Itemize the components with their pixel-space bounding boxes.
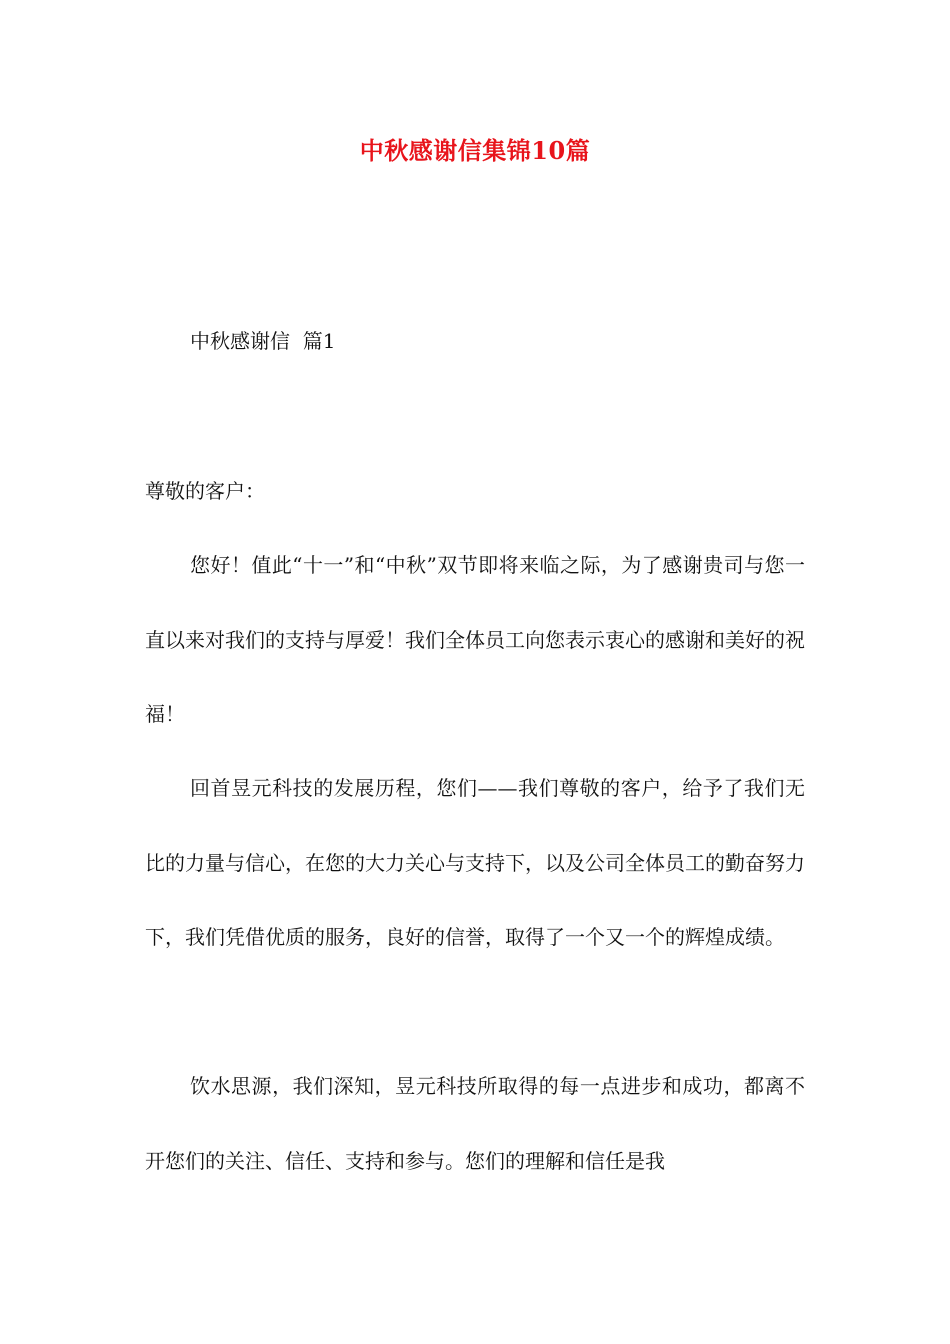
section-heading: 中秋感谢信 篇1 — [190, 329, 336, 353]
body-paragraph: 您好！值此“十一”和“中秋”双节即将来临之际，为了感谢贵司与您一直以来对我们的支持与厚爱！我们全体员工向您表示衷心的感谢和美好的祝福！ — [145, 553, 805, 726]
document-title: 中秋感谢信集锦10篇 — [359, 136, 591, 165]
body-paragraph: 回首昱元科技的发展历程，您们——我们尊敬的客户，给予了我们无比的力量与信心，在您的大力关心与支持下，以及公司全体员工的勤奋努力下，我们凭借优质的服务，良好的信誉，取得了一个又一个的辉煌成绩。 — [145, 776, 805, 949]
salutation: 尊敬的客户： — [145, 479, 265, 503]
body-paragraph: 饮水思源，我们深知，昱元科技所取得的每一点进步和成功，都离不开您们的关注、信任、支持和参与。您们的理解和信任是我 — [145, 1074, 805, 1173]
